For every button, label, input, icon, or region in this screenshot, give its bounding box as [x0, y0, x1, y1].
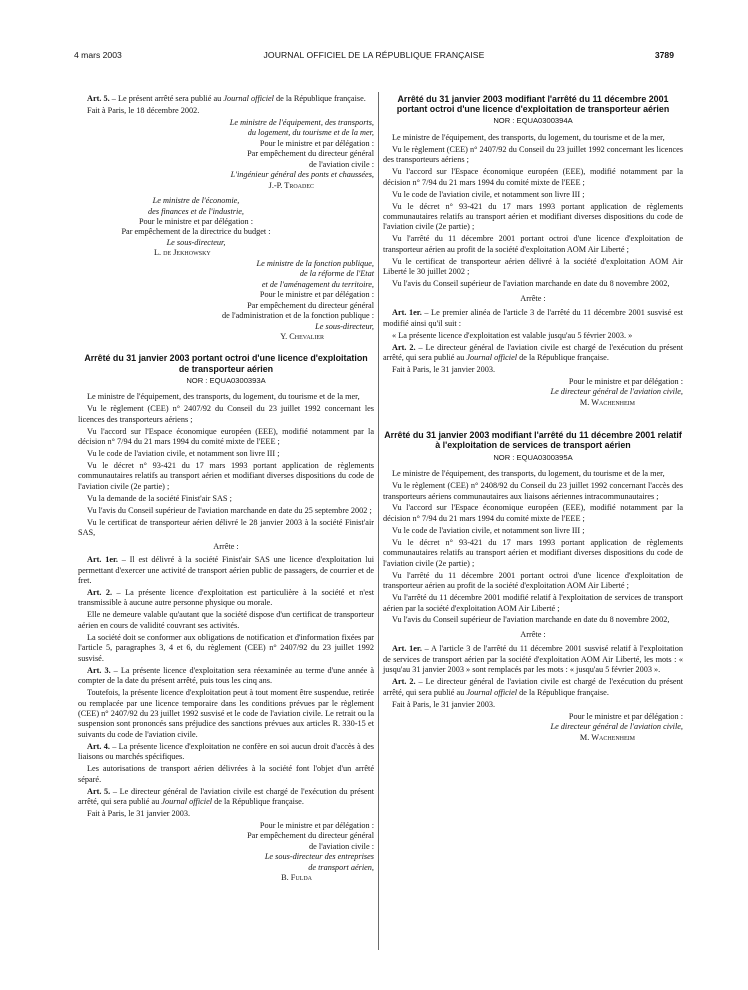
nor-reference: NOR : EQUA0300395A — [493, 452, 573, 462]
article-label: Art. 3. — [87, 665, 111, 675]
signatory-name: L. de Jekhowsky — [154, 248, 211, 258]
fait-a-paris: Fait à Paris, le 31 janvier 2003. — [87, 809, 191, 819]
signature-line: Pour le ministre et par délégation : — [568, 376, 683, 386]
articles-list — [78, 555, 374, 785]
arrete-label: Arrête : — [520, 293, 546, 303]
signature-block — [78, 259, 374, 332]
article-5b — [78, 787, 374, 808]
article-paragraph — [78, 666, 374, 687]
article-text: Les autorisations de transport aérien délivrées à la société font l'objet d'un arrêté séparé. — [78, 764, 374, 784]
visa-paragraph: Le ministre de l'équipement, des transports, du logement, du tourisme et de la mer, — [392, 469, 665, 479]
visa-paragraph: Vu l'accord sur l'Espace économique européen (EEE), modifié notamment par la décision n° 7/94 du 21 mars 1994 du comité mixte de l'EEE ; — [383, 167, 683, 187]
article-label: Art. 5. — [87, 786, 111, 796]
article-paragraph — [78, 764, 374, 785]
article-text: – Il est délivré à la société Finist'air SAS une licence d'exploitation lui permettant d'exercer une activité de transport aérien public de passagers, de courrier et de fret. — [78, 555, 374, 586]
visas-list — [78, 392, 374, 538]
article-text: – Le directeur général de l'aviation civile est chargé de l'exécution du présent arrêté, qui sera publié au — [383, 677, 683, 697]
visa-paragraph: Vu l'arrêté du 11 décembre 2001 modifié relatif à l'exploitation de services de transport aérien par la société d'exploitation AOM Air Liberté ; — [383, 593, 683, 613]
visa-paragraph: Vu le règlement (CEE) n° 2408/92 du Conseil du 23 juillet 1992 concernant l'accès des transporteurs aériens communautaires aux liaisons aériennes intracommunautaires ; — [383, 481, 683, 501]
fait-a-paris: Fait à Paris, le 18 décembre 2002. — [87, 105, 200, 115]
signature-line: Le ministre de la fonction publique, — [256, 258, 374, 268]
article-1 — [383, 308, 683, 329]
signature-line: Par empêchement de la directrice du budget : — [121, 227, 271, 237]
nor-reference: NOR : EQUA0300393A — [186, 375, 266, 385]
article-label: Art. 1er. — [87, 555, 118, 565]
visa-paragraph: Vu le décret n° 93-421 du 17 mars 1993 portant application de règlements communautaires relatifs au transport aérien et modifiant diverses dispositions du code de l'aviation civile (2e partie) ; — [383, 537, 683, 568]
signature-line: Pour le ministre et par délégation : — [259, 821, 374, 830]
visa-paragraph: Vu le décret n° 93-421 du 17 mars 1993 portant application de règlements communautaires relatifs au transport aérien et modifiant diverses dispositions du code de l'aviation civile (2e partie) ; — [78, 461, 374, 491]
article-paragraph — [78, 742, 374, 763]
visa-paragraph: Vu l'arrêté du 11 décembre 2001 portant octroi d'une licence d'exploitation de transporteur aérien au profit de la société d'exploitation AOM Air Liberté ; — [383, 234, 683, 254]
article-text: – Le présent arrêté sera publié au — [109, 94, 224, 103]
visa-paragraph: Vu l'avis du Conseil supérieur de l'aviation marchande en date du 8 novembre 2002, — [392, 615, 670, 625]
visa-paragraph: Vu le règlement (CEE) n° 2407/92 du Conseil du 23 juillet 1992 concernant les licences des transporteurs aériens ; — [383, 144, 683, 165]
article-paragraph — [78, 633, 374, 664]
article-2 — [383, 343, 683, 364]
arrete-label: Arrête : — [213, 541, 239, 551]
signatory-name: Y. Chevalier — [280, 331, 324, 341]
signature-line: du logement, du tourisme et de la mer, — [247, 128, 374, 138]
visa-paragraph: Vu le décret n° 93-421 du 17 mars 1993 portant application de règlements communautaires relatifs au transport aérien et modifiant diverses dispositions du code de l'aviation civile (2e partie) ; — [383, 201, 683, 232]
visa-paragraph: Vu le code de l'aviation civile, et notamment son livre III ; — [392, 189, 585, 199]
journal-name: Journal officiel — [466, 687, 518, 697]
right-column — [383, 94, 683, 743]
fait-a-paris: Fait à Paris, le 31 janvier 2003. — [392, 364, 496, 374]
article-1b — [383, 644, 683, 675]
article-label: Art. 1er. — [392, 644, 422, 654]
visa-paragraph: Le ministre de l'équipement, des transports, du logement, du tourisme et de la mer, — [87, 392, 360, 402]
signature-block — [78, 118, 374, 181]
article-paragraph — [78, 555, 374, 586]
visa-paragraph: Vu le certificat de transporteur aérien délivré le 28 janvier 2003 à la société Finist'air SAS, — [78, 517, 374, 538]
visa-paragraph: Vu l'accord sur l'Espace économique européen (EEE), modifié notamment par la décision n° 7/94 du 21 mars 1994 du comité mixte de l'EEE ; — [78, 426, 374, 447]
article-paragraph — [78, 588, 374, 609]
article-text: – La présente licence d'exploitation ne confère en soi aucun droit d'accès à des liaisons ou marchés spécifiques. — [78, 741, 375, 762]
decree-title: Arrêté du 31 janvier 2003 modifiant l'arrêté du 11 décembre 2001 relatif à l'exploitation de services de transport aérien — [384, 430, 682, 451]
header-date: 4 mars 2003 — [74, 50, 122, 60]
article-5 — [78, 94, 374, 104]
signature-line: Le sous-directeur des entreprises — [264, 852, 374, 862]
article-text: La société doit se conformer aux obligations de notification et d'information fixées par l'article 5, paragraphes 3, 4 et 6, du règlement (CEE) n° 2407/92 du 23 juillet 1992 susvisé. — [78, 632, 374, 663]
signature-line: Pour le ministre et par délégation : — [259, 290, 374, 300]
visa-paragraph: Le ministre de l'équipement, des transports, du logement, du tourisme et de la mer, — [392, 132, 665, 142]
article-text: Toutefois, la présente licence d'exploitation peut à tout moment être suspendue, retirée ou remplacée par une licence temporaire dans les conditions prévues par le règlement (CEE) n° 2407/92 du 23 juillet 1992 susvisé et le code de l'aviation civile. Le retrait ou la suspension sont prononcés sans préjudice des sanctions prévues aux articles R. 330-15 et suivants du code de l'aviation civile. — [78, 688, 374, 739]
page-header — [74, 50, 674, 64]
journal-name: Journal officiel — [161, 797, 213, 807]
article-text: – La présente licence d'exploitation sera réexaminée au terme d'une année à compter de la date du présent arrêté, puis tous les cinq ans. — [78, 665, 374, 686]
signature-line: Le ministre de l'économie, — [152, 196, 240, 206]
signature-line: Par empêchement du directeur général — [247, 149, 374, 159]
signature-line: Pour le ministre et par délégation : — [259, 138, 374, 148]
article-text: – La présente licence d'exploitation est particulière à la société et n'est transmissible à aucune autre personne physique ou morale. — [78, 587, 374, 608]
signatory-name: B. Fulda — [281, 873, 312, 883]
article-2b — [383, 677, 683, 698]
article-text-end: de la République française. — [212, 797, 304, 807]
signature-line: de l'aviation civile : — [309, 841, 374, 851]
visas-list — [383, 469, 683, 626]
visa-paragraph: Vu l'avis du Conseil supérieur de l'aviation marchande en date du 25 septembre 2002 ; — [87, 505, 372, 515]
article-quote: « La présente licence d'exploitation est valable jusqu'au 5 février 2003. » — [392, 330, 633, 340]
article-label: Art. 1er. — [392, 308, 422, 318]
article-text-end: de la République française. — [273, 94, 366, 103]
signatory-name: M. Wachenheim — [579, 397, 635, 407]
column-divider — [378, 92, 379, 950]
left-column — [78, 94, 374, 884]
article-label: Art. 2. — [392, 677, 416, 687]
article-text: – Le premier alinéa de l'article 3 de l'arrêté du 11 décembre 2001 susvisé est modifié ainsi qu'il suit : — [383, 308, 683, 328]
signature-line: Pour le ministre et par délégation : — [568, 711, 683, 721]
article-label: Art. 2. — [87, 587, 113, 597]
page-number: 3789 — [654, 50, 674, 60]
visa-paragraph: Vu le code de l'aviation civile, et notamment son livre III ; — [392, 525, 585, 535]
signatory-name: M. Wachenheim — [579, 732, 635, 742]
signature-block — [383, 377, 683, 398]
article-text: – A l'article 3 de l'arrêté du 11 décembre 2001 susvisé relatif à l'exploitation de services de transport aérien par la société d'exploitation AOM Air Liberté, les mots : « jusqu'au 31 janvier 2003 » sont remplacés par les mots : « jusqu'au 5 février 2003 ». — [383, 644, 683, 675]
visa-paragraph: Vu la demande de la société Finist'air SAS ; — [87, 493, 232, 503]
article-paragraph — [78, 688, 374, 740]
signature-line: Pour le ministre et par délégation : — [138, 216, 254, 226]
signature-block — [78, 821, 374, 873]
signature-block — [383, 712, 683, 733]
signature-line: Par empêchement du directeur général — [247, 831, 374, 841]
signature-block — [78, 196, 374, 248]
article-label: Art. 5. — [87, 94, 110, 103]
signature-line: de l'aviation civile : — [309, 159, 374, 169]
visa-paragraph: Vu le règlement (CEE) n° 2407/92 du Conseil du 23 juillet 1992 concernant les licences des transporteurs aériens ; — [78, 404, 374, 424]
visas-list — [383, 133, 683, 290]
decree-title: Arrêté du 31 janvier 2003 portant octroi d'une licence d'exploitation de transporteur aérien — [84, 353, 368, 374]
signature-line: Par empêchement du directeur général — [247, 300, 374, 310]
signature-line: et de l'aménagement du territoire, — [261, 279, 374, 289]
article-text-end: de la République française. — [517, 352, 609, 362]
visa-paragraph: Vu l'arrêté du 11 décembre 2001 portant octroi d'une licence d'exploitation de transporteur aérien au profit de la société d'exploitation AOM Air Liberté ; — [383, 570, 683, 591]
journal-name: Journal officiel — [223, 94, 274, 103]
header-title: JOURNAL OFFICIEL DE LA RÉPUBLIQUE FRANÇAISE — [263, 50, 485, 60]
visa-paragraph: Vu le certificat de transporteur aérien délivré à la société d'exploitation AOM Air Liberté le 30 juillet 2002 ; — [383, 256, 683, 277]
article-label: Art. 4. — [87, 741, 110, 751]
signature-line: de la réforme de l'Etat — [299, 269, 374, 279]
visa-paragraph: Vu l'avis du Conseil supérieur de l'aviation marchande en date du 8 novembre 2002, — [392, 279, 670, 289]
signature-line: de l'administration et de la fonction publique : — [221, 311, 374, 321]
article-text: – Le directeur général de l'aviation civile est chargé de l'exécution du présent arrêté, qui sera publié au — [383, 342, 683, 362]
signature-line: L'ingénieur général des ponts et chaussées, — [230, 170, 374, 180]
signature-line: Le sous-directeur, — [166, 237, 226, 247]
journal-name: Journal officiel — [466, 352, 518, 362]
signature-line: Le directeur général de l'aviation civile, — [550, 387, 683, 397]
article-text-end: de la République française. — [517, 687, 609, 697]
signature-line: de transport aérien, — [308, 862, 374, 872]
nor-reference: NOR : EQUA0300394A — [493, 116, 573, 126]
article-text: Elle ne demeure valable qu'autant que la société dispose d'un certificat de transporteur aérien en cours de validité couvrant ses activités. — [78, 610, 374, 630]
arrete-label: Arrête : — [520, 629, 546, 639]
signatory-name: J.-P. Troadec — [268, 180, 314, 190]
signature-line: des finances et de l'industrie, — [148, 206, 244, 216]
article-paragraph — [78, 610, 374, 631]
signature-line: Le sous-directeur, — [315, 321, 374, 331]
signature-line: Le directeur général de l'aviation civile, — [550, 722, 683, 732]
visa-paragraph: Vu le code de l'aviation civile, et notamment son livre III ; — [87, 449, 280, 459]
fait-a-paris: Fait à Paris, le 31 janvier 2003. — [392, 699, 496, 709]
visa-paragraph: Vu l'accord sur l'Espace économique européen (EEE), modifié notamment par la décision n° 7/94 du 21 mars 1994 du comité mixte de l'EEE ; — [383, 503, 683, 523]
article-text: – Le directeur général de l'aviation civile est chargé de l'exécution du présent arrêté, qui sera publié au — [78, 786, 374, 807]
article-label: Art. 2. — [392, 342, 416, 352]
signature-line: Le ministre de l'équipement, des transports, — [229, 117, 374, 127]
decree-title: Arrêté du 31 janvier 2003 modifiant l'arrêté du 11 décembre 2001 portant octroi d'une licence d'exploitation de transporteur aérien — [396, 94, 670, 115]
